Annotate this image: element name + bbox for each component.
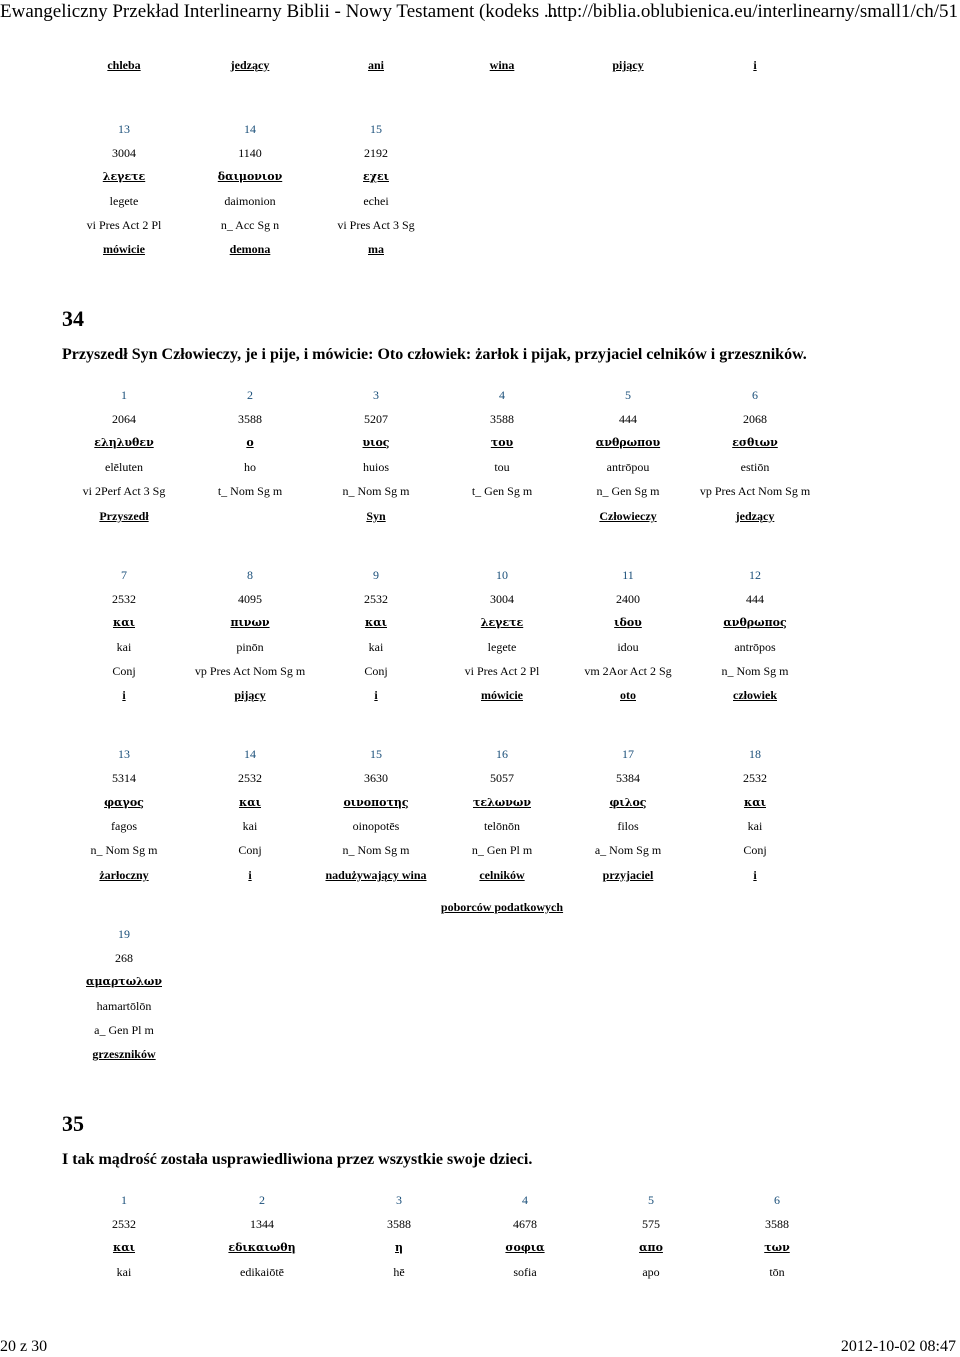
greek-word-link[interactable]: εδικαιωθη: [228, 1241, 296, 1254]
verse-number: 35: [62, 1111, 84, 1136]
strongs-row: [0, 411, 960, 427]
word-number: 5: [648, 1193, 654, 1207]
greek-word-link[interactable]: εληλυθεν: [94, 436, 154, 449]
greek-row: [0, 1240, 960, 1256]
transliteration: hē: [393, 1265, 405, 1279]
word-link[interactable]: ani: [367, 58, 384, 72]
polish-word-link[interactable]: grzeszników: [92, 1047, 156, 1061]
greek-word-link[interactable]: ανθρωπος: [723, 616, 787, 629]
greek-word-link[interactable]: ανθρωπου: [595, 436, 661, 449]
word-number: 2: [247, 388, 253, 402]
transliteration: kai: [368, 640, 384, 654]
polish-word-link[interactable]: żarłoczny: [99, 868, 149, 882]
greek-word-link[interactable]: εσθιων: [732, 436, 778, 449]
polish-row: [0, 241, 960, 257]
transliteration: legete: [487, 640, 517, 654]
polish-row: [0, 687, 960, 703]
word-number: 6: [752, 388, 758, 402]
transliteration: idou: [617, 640, 639, 654]
word-number: 9: [373, 568, 379, 582]
greek-word-link[interactable]: λεγετε: [102, 170, 146, 183]
strongs-row: [0, 770, 960, 786]
word-number-row: [0, 567, 960, 583]
morphology: Conj: [238, 843, 262, 857]
morphology: Conj: [743, 843, 767, 857]
word-number: 19: [118, 927, 130, 941]
transliteration: ho: [244, 460, 256, 474]
polish-word-link[interactable]: Człowieczy: [599, 509, 657, 523]
greek-word-link[interactable]: και: [364, 616, 388, 629]
strongs-number: 3588: [765, 1217, 789, 1231]
word-number: 12: [749, 568, 761, 582]
strongs-number: 2532: [743, 771, 767, 785]
polish-row: [0, 508, 960, 524]
strongs-row: [0, 1216, 960, 1232]
transliteration: kai: [242, 819, 258, 833]
transliteration: huios: [362, 460, 389, 474]
strongs-number: 3588: [238, 412, 262, 426]
transliteration: legete: [109, 194, 139, 208]
word-number: 15: [370, 122, 382, 136]
word-number: 15: [370, 747, 382, 761]
word-number: 17: [622, 747, 634, 761]
polish-row: [0, 1046, 960, 1062]
greek-row: [0, 974, 960, 990]
strongs-number: 3588: [490, 412, 514, 426]
morphology: vi Pres Act 2 Pl: [86, 218, 162, 232]
transliteration: elēluten: [105, 460, 143, 474]
word-link[interactable]: wina: [489, 58, 515, 72]
word-number: 1: [121, 1193, 127, 1207]
word-number: 13: [118, 122, 130, 136]
morphology: Conj: [364, 664, 388, 678]
transliteration: fagos: [111, 819, 137, 833]
polish-word-link[interactable]: i: [374, 688, 378, 702]
word-number-row: [0, 121, 960, 137]
strongs-number: 5384: [616, 771, 640, 785]
word-number: 3: [373, 388, 379, 402]
polish-word-link[interactable]: ma: [368, 242, 384, 256]
word-number: 10: [496, 568, 508, 582]
polish-word-link[interactable]: jedzący: [735, 509, 775, 523]
morphology: t_ Nom Sg m: [217, 484, 283, 498]
strongs-number: 5314: [112, 771, 136, 785]
word-number: 18: [749, 747, 761, 761]
page-header-url[interactable]: http://biblia.oblubienica.eu/interlinearny/small1/ch/51: [547, 1, 958, 22]
morphology: vp Pres Act Nom Sg m: [699, 484, 811, 498]
transliteration: filos: [617, 819, 639, 833]
morphology: n_ Nom Sg m: [721, 664, 789, 678]
strongs-number: 3004: [112, 146, 136, 160]
morphology: a_ Gen Pl m: [94, 1023, 154, 1037]
morphology: vi Pres Act 2 Pl: [464, 664, 540, 678]
word-number: 7: [121, 568, 127, 582]
transliteration: edikaiōtē: [240, 1265, 284, 1279]
prev-verse-polish-row: [0, 57, 960, 73]
word-number: 3: [396, 1193, 402, 1207]
greek-word-link[interactable]: η: [395, 1241, 403, 1254]
word-number: 8: [247, 568, 253, 582]
transliteration: apo: [642, 1265, 660, 1279]
greek-word-link[interactable]: τελωνων: [472, 796, 531, 809]
polish-word-link[interactable]: nadużywający wina: [325, 868, 427, 882]
translit-row: [0, 1264, 960, 1280]
morphology: t_ Gen Sg m: [471, 484, 533, 498]
strongs-number: 268: [115, 951, 133, 965]
translit-row: [0, 193, 960, 209]
word-number: 11: [622, 568, 634, 582]
word-link[interactable]: i: [753, 58, 757, 72]
polish-extra-row: [0, 899, 960, 915]
transliteration: pinōn: [236, 640, 264, 654]
morphology: n_ Nom Sg m: [342, 843, 410, 857]
transliteration: tou: [494, 460, 510, 474]
greek-word-link[interactable]: και: [112, 1241, 136, 1254]
transliteration: tōn: [769, 1265, 785, 1279]
morphology: n_ Gen Pl m: [471, 843, 533, 857]
greek-word-link[interactable]: φιλος: [609, 796, 647, 809]
transliteration: telōnōn: [484, 819, 520, 833]
word-number: 6: [774, 1193, 780, 1207]
morphology: n_ Nom Sg m: [90, 843, 158, 857]
morph-row: [0, 217, 960, 233]
polish-row: [0, 867, 960, 883]
polish-word-link[interactable]: celników: [479, 868, 525, 882]
transliteration: sofia: [513, 1265, 537, 1279]
morph-row: [0, 663, 960, 679]
page-header-title: Ewangeliczny Przekład Interlinearny Biblii - Nowy Testament (kodeks ...: [0, 1, 559, 22]
greek-word-link[interactable]: και: [238, 796, 262, 809]
greek-word-link[interactable]: λεγετε: [480, 616, 524, 629]
transliteration: hamartōlōn: [96, 999, 152, 1013]
word-number: 14: [244, 122, 256, 136]
morph-row: [0, 483, 960, 499]
polish-word-link[interactable]: i: [248, 868, 252, 882]
translit-row: [0, 459, 960, 475]
polish-word-link[interactable]: i: [122, 688, 126, 702]
greek-word-link[interactable]: απο: [639, 1241, 663, 1254]
word-number-row: [0, 926, 960, 942]
greek-word-link[interactable]: σοφια: [505, 1241, 545, 1254]
word-link[interactable]: jedzący: [230, 58, 270, 72]
polish-word-link-alt[interactable]: poborców podatkowych: [440, 900, 564, 914]
greek-word-link[interactable]: των: [764, 1241, 790, 1254]
strongs-number: 2532: [112, 1217, 136, 1231]
greek-word-link[interactable]: αμαρτωλων: [86, 975, 162, 988]
greek-word-link[interactable]: του: [490, 436, 514, 449]
strongs-number: 2400: [616, 592, 640, 606]
strongs-number: 2192: [364, 146, 388, 160]
greek-word-link[interactable]: ιδου: [614, 616, 642, 629]
morph-row: [0, 1022, 960, 1038]
strongs-number: 444: [619, 412, 637, 426]
strongs-number: 575: [642, 1217, 660, 1231]
greek-row: [0, 169, 960, 185]
strongs-number: 2532: [238, 771, 262, 785]
translit-row: [0, 818, 960, 834]
verse-text: Przyszedł Syn Człowieczy, je i pije, i mówicie: Oto człowiek: żarłok i pijak, przyjaciel celników i grzeszników.: [62, 346, 807, 363]
print-timestamp: 2012-10-02 08:47: [840, 1338, 956, 1355]
polish-word-link[interactable]: pijący: [234, 688, 266, 702]
transliteration: echei: [363, 194, 389, 208]
transliteration: kai: [747, 819, 763, 833]
polish-word-link[interactable]: mówicie: [103, 242, 145, 256]
greek-word-link[interactable]: υιος: [362, 436, 390, 449]
word-number: 2: [259, 1193, 265, 1207]
verse-text: I tak mądrość została usprawiedliwiona przez wszystkie swoje dzieci.: [62, 1151, 533, 1168]
greek-word-link[interactable]: φαγος: [104, 796, 144, 809]
polish-word-link[interactable]: demona: [229, 242, 271, 256]
strongs-number: 3588: [387, 1217, 411, 1231]
strongs-number: 5207: [364, 412, 388, 426]
greek-word-link[interactable]: πινων: [230, 616, 270, 629]
strongs-number: 1140: [238, 146, 262, 160]
word-link[interactable]: chleba: [107, 58, 141, 72]
polish-word-link[interactable]: Przyszedł: [99, 509, 149, 523]
morphology: n_ Nom Sg m: [342, 484, 410, 498]
word-number-row: [0, 387, 960, 403]
greek-word-link[interactable]: και: [743, 796, 767, 809]
greek-word-link[interactable]: οινοποτης: [343, 796, 409, 809]
transliteration: antrōpos: [734, 640, 776, 654]
transliteration: estiōn: [740, 460, 770, 474]
strongs-number: 2068: [743, 412, 767, 426]
word-number: 4: [522, 1193, 528, 1207]
morphology: vi Pres Act 3 Sg: [337, 218, 415, 232]
morphology: n_ Gen Sg m: [596, 484, 660, 498]
word-number: 1: [121, 388, 127, 402]
transliteration: antrōpou: [606, 460, 650, 474]
morph-row: [0, 842, 960, 858]
morphology: vp Pres Act Nom Sg m: [194, 664, 306, 678]
strongs-number: 2532: [364, 592, 388, 606]
strongs-row: [0, 591, 960, 607]
polish-word-link[interactable]: oto: [620, 688, 636, 702]
transliteration: oinopotēs: [352, 819, 400, 833]
strongs-number: 3630: [364, 771, 388, 785]
morphology: vi 2Perf Act 3 Sg: [82, 484, 166, 498]
strongs-number: 2532: [112, 592, 136, 606]
strongs-number: 4678: [513, 1217, 537, 1231]
greek-row: [0, 435, 960, 451]
greek-word-link[interactable]: και: [112, 616, 136, 629]
strongs-number: 2064: [112, 412, 136, 426]
morphology: n_ Acc Sg n: [220, 218, 280, 232]
page-counter: 20 z 30: [0, 1338, 48, 1355]
verse-number: 34: [62, 306, 84, 331]
translit-row: [0, 998, 960, 1014]
morphology: a_ Nom Sg m: [594, 843, 662, 857]
strongs-number: 1344: [250, 1217, 274, 1231]
word-number: 5: [625, 388, 631, 402]
word-number: 14: [244, 747, 256, 761]
greek-row: [0, 615, 960, 631]
word-number: 4: [499, 388, 505, 402]
strongs-number: 5057: [490, 771, 514, 785]
morphology: vm 2Aor Act 2 Sg: [584, 664, 672, 678]
strongs-row: [0, 950, 960, 966]
greek-word-link[interactable]: ο: [246, 436, 254, 449]
word-number: 16: [496, 747, 508, 761]
morphology: Conj: [112, 664, 136, 678]
greek-word-link[interactable]: εχει: [363, 170, 389, 183]
strongs-row: [0, 145, 960, 161]
greek-row: [0, 795, 960, 811]
polish-word-link[interactable]: i: [753, 868, 757, 882]
word-number: 13: [118, 747, 130, 761]
greek-word-link[interactable]: δαιμονιον: [217, 170, 283, 183]
strongs-number: 3004: [490, 592, 514, 606]
transliteration: daimonion: [224, 194, 276, 208]
translit-row: [0, 639, 960, 655]
polish-word-link[interactable]: Syn: [366, 509, 386, 523]
transliteration: kai: [116, 1265, 132, 1279]
polish-word-link[interactable]: człowiek: [733, 688, 777, 702]
polish-word-link[interactable]: przyjaciel: [602, 868, 654, 882]
word-number-row: [0, 746, 960, 762]
word-link[interactable]: pijący: [612, 58, 644, 72]
transliteration: kai: [116, 640, 132, 654]
polish-word-link[interactable]: mówicie: [481, 688, 523, 702]
strongs-number: 4095: [238, 592, 262, 606]
strongs-number: 444: [746, 592, 764, 606]
word-number-row: [0, 1192, 960, 1208]
